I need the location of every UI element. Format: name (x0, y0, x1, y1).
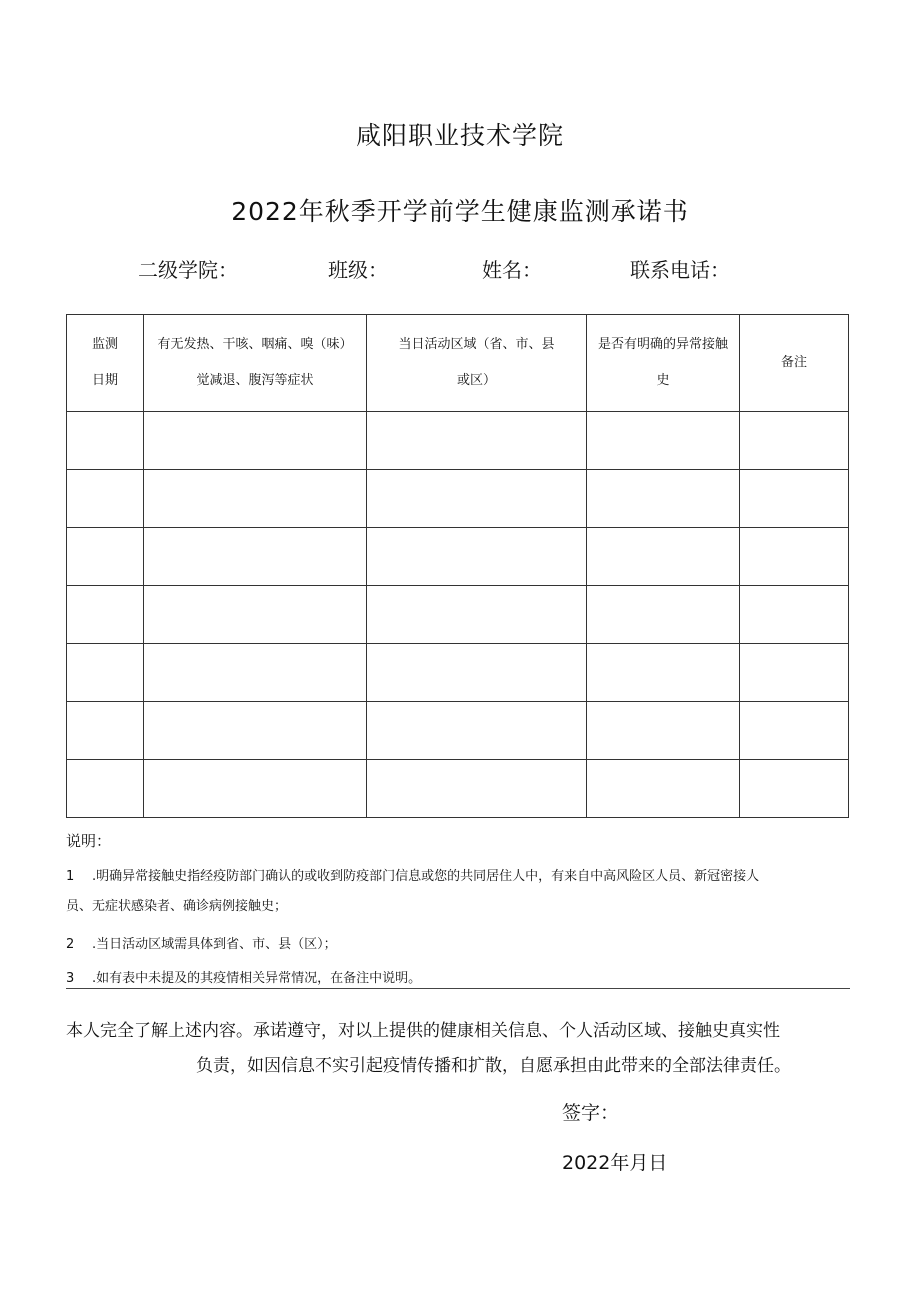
table-cell[interactable] (367, 760, 587, 818)
table-row (67, 586, 849, 644)
table-cell[interactable] (67, 586, 144, 644)
table-cell[interactable] (367, 644, 587, 702)
phone-field-label: 联系电话： (630, 258, 730, 282)
table-cell[interactable] (144, 586, 367, 644)
table-cell[interactable] (67, 702, 144, 760)
header-remarks: 备注 (740, 315, 849, 412)
class-field-label: 班级： (328, 258, 388, 282)
health-monitoring-table (66, 314, 849, 818)
table-cell[interactable] (587, 760, 740, 818)
table-header-row (67, 315, 849, 412)
table-cell[interactable] (587, 528, 740, 586)
table-row (67, 412, 849, 470)
table-body (67, 412, 849, 818)
table-cell[interactable] (67, 412, 144, 470)
table-cell[interactable] (587, 702, 740, 760)
header-monitor-date: 监测 日期 (67, 315, 144, 412)
table-cell[interactable] (144, 470, 367, 528)
table-cell[interactable] (144, 412, 367, 470)
document-title: 2022年秋季开学前学生健康监测承诺书 (231, 197, 689, 226)
institution-name: 咸阳职业技术学院 (355, 121, 564, 150)
table-cell[interactable] (740, 412, 849, 470)
table-cell[interactable] (587, 644, 740, 702)
table-cell[interactable] (144, 760, 367, 818)
signature-date: 2022年月日 (562, 1152, 668, 1174)
table-row (67, 470, 849, 528)
note-item-2: 2 .当日活动区域需具体到省、市、县（区）； (66, 937, 337, 952)
table-cell[interactable] (587, 586, 740, 644)
table-cell[interactable] (67, 528, 144, 586)
header-symptoms: 有无发热、干咳、咽痛、嗅（味） 觉减退、腹泻等症状 (144, 315, 367, 412)
table-cell[interactable] (144, 702, 367, 760)
table-cell[interactable] (67, 644, 144, 702)
table-row (67, 760, 849, 818)
table-cell[interactable] (367, 586, 587, 644)
table-cell[interactable] (740, 586, 849, 644)
notes-title: 说明： (66, 832, 112, 850)
table-cell[interactable] (144, 644, 367, 702)
table-cell[interactable] (740, 470, 849, 528)
table-cell[interactable] (67, 470, 144, 528)
table-cell[interactable] (587, 412, 740, 470)
pledge-text-line2: 负责，如因信息不实引起疫情传播和扩散，自愿承担由此带来的全部法律责任。 (196, 1056, 791, 1076)
note-item-1: 1 .明确异常接触史指经疫防部门确认的或收到防疫部门信息或您的共同居住人中，有来自中高风险区人员、新冠密接人 员、无症状感染者、确诊病例接触史； (66, 869, 760, 914)
table-cell[interactable] (367, 702, 587, 760)
table-cell[interactable] (67, 760, 144, 818)
pledge-text-line1: 本人完全了解上述内容。承诺遵守，对以上提供的健康相关信息、个人活动区域、接触史真实性 (66, 1021, 780, 1041)
table-cell[interactable] (144, 528, 367, 586)
notes-divider (66, 988, 850, 989)
table-cell[interactable] (740, 528, 849, 586)
signature-label: 签字： (562, 1102, 620, 1124)
college-field-label: 二级学院： (138, 258, 238, 282)
header-activity-area: 当日活动区域（省、市、县 或区） (367, 315, 587, 412)
table-cell[interactable] (740, 702, 849, 760)
header-contact-history: 是否有明确的异常接触 史 (587, 315, 740, 412)
name-field-label: 姓名： (482, 258, 542, 282)
table-row (67, 644, 849, 702)
table-row (67, 528, 849, 586)
table-cell[interactable] (740, 760, 849, 818)
note-item-3: 3 .如有表中未提及的其疫情相关异常情况，在备注中说明。 (66, 971, 422, 986)
table-row (67, 702, 849, 760)
table-cell[interactable] (367, 412, 587, 470)
table-cell[interactable] (740, 644, 849, 702)
table-cell[interactable] (367, 528, 587, 586)
table-cell[interactable] (367, 470, 587, 528)
table-cell[interactable] (587, 470, 740, 528)
